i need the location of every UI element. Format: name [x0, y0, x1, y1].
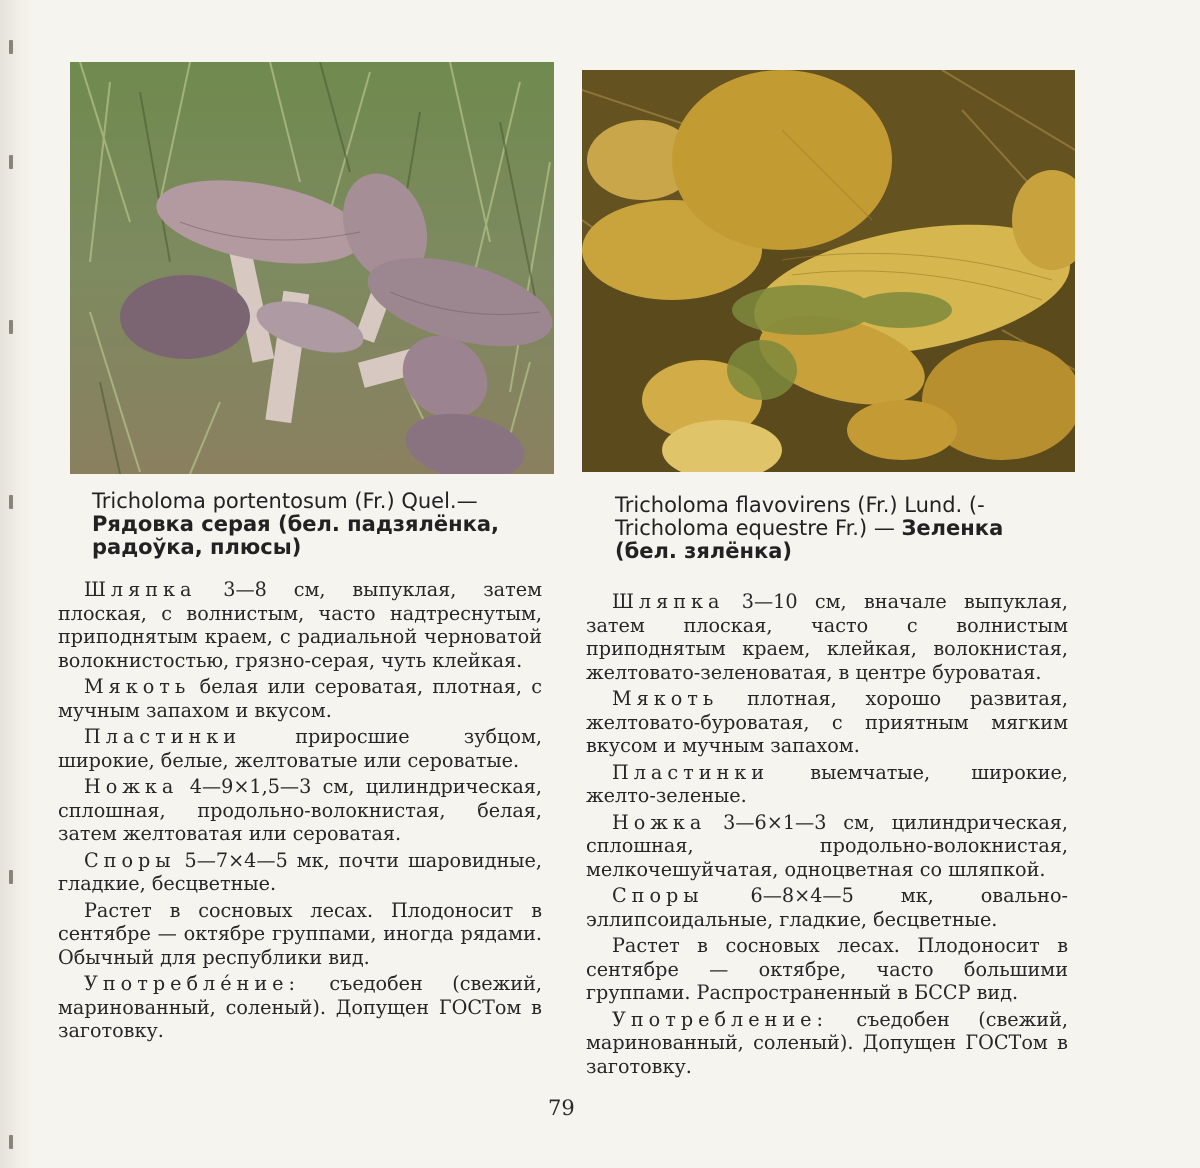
term: Употребление: [612, 1007, 828, 1031]
text: 4—9×1,5—3 см, цилиндрическая, сплошная, продольно-волокнистая, белая, затем желтоватая или сероватая. [58, 775, 542, 845]
term: Употребле́ние: [84, 972, 300, 995]
text: 6—8×4—5 мк, овально-эллипсоидальные, гладкие, бесцветные. [586, 884, 1068, 931]
binding-stitch [9, 40, 13, 54]
left-paragraph-spores [58, 849, 542, 896]
text: Растет в сосновых лесах. Плодоносит в сентябре — октябре группами, иногда рядами. Обычный для республики вид. [58, 898, 542, 969]
right-russian-name: Зеленка (бел. зялёнка) [615, 516, 1004, 563]
term: Шляпка [84, 578, 197, 601]
right-description [586, 590, 1068, 1081]
left-paragraph-cap [58, 578, 542, 672]
text: белая или сероватая, плотная, с мучным запахом и вкусом. [58, 675, 542, 722]
right-paragraph-flesh [586, 687, 1068, 758]
text: Растет в сосновых лесах. Плодоносит в сентябре — октябре, часто большими группами. Распространенный в БССР вид. [586, 934, 1068, 1004]
term: Ножка [84, 775, 179, 798]
photo-tricholoma-portentosum [70, 62, 554, 474]
right-paragraph-habitat [586, 934, 1068, 1005]
term: Мякоть [84, 675, 191, 698]
left-paragraph-gills [58, 725, 542, 772]
term: Ножка [612, 810, 707, 834]
term: Споры [612, 884, 704, 907]
binding-stitch [9, 870, 13, 884]
left-russian-name: Рядовка серая (бел. падзялёнка, радоўка, плюсы) [92, 512, 500, 559]
text: плотная, хорошо развитая, желтовато-буроватая, с приятным мягким вкусом и мучным запахом. [586, 687, 1068, 757]
binding-stitch [9, 320, 13, 334]
right-paragraph-gills [586, 761, 1068, 808]
text: 5—7×4—5 мк, почти шаровидные, гладкие, бесцветные. [58, 848, 542, 895]
text: 3—6×1—3 см, цилиндрическая, сплошная, продольно-волокнистая, мелкочешуйчатая, одноцветная со шляпкой. [586, 810, 1068, 881]
left-paragraph-stem [58, 775, 542, 846]
right-paragraph-usage [586, 1008, 1068, 1079]
term: Пластинки [84, 725, 242, 748]
text: 3—10 см, вначале выпуклая, затем плоская, часто с волнистым приподнятым краем, клейкая, волокнистая, желтовато-зеленоватая, в центре буроватая. [586, 590, 1068, 684]
term: Споры [84, 848, 176, 872]
text: 3—8 см, выпуклая, затем плоская, с волнистым, часто надтреснутым, приподнятым краем, с радиальной черноватой волокнистостью, грязно-серая, чуть клейкая. [58, 578, 542, 672]
right-paragraph-stem [586, 811, 1068, 882]
term: Шляпка [612, 590, 725, 613]
text: приросшие зубцом, широкие, белые, желтоватые или сероватые. [58, 725, 542, 772]
term: Мякоть [612, 687, 719, 710]
text: съедобен (свежий, маринованный, соленый). Допущен ГОСТом в заготовку. [58, 972, 542, 1042]
binding-stitch [9, 155, 13, 169]
term: Пластинки [612, 760, 770, 784]
right-paragraph-cap [586, 590, 1068, 684]
left-latin-name: Tricholoma portentosum (Fr.) Quel.— [92, 489, 478, 513]
left-species-caption [92, 490, 554, 559]
binding-stitch [9, 495, 13, 509]
right-paragraph-spores [586, 884, 1068, 931]
left-paragraph-usage [58, 972, 542, 1043]
left-paragraph-habitat [58, 899, 542, 970]
left-description [58, 578, 542, 1046]
text: съедобен (свежий, маринованный, соленый). Допущен ГОСТом в заготовку. [586, 1007, 1068, 1078]
binding-stitch [9, 1135, 13, 1149]
text: выемчатые, широкие, желто-зеленые. [586, 760, 1068, 807]
page-binding [0, 0, 34, 1168]
photo-tricholoma-flavovirens [582, 70, 1075, 472]
right-species-caption [615, 494, 1060, 563]
page-number: 79 [548, 1096, 575, 1120]
right-latin-name: Tricholoma flavovirens (Fr.) Lund. (-Tricholoma equestre Fr.) — [615, 493, 985, 540]
left-paragraph-flesh [58, 675, 542, 722]
